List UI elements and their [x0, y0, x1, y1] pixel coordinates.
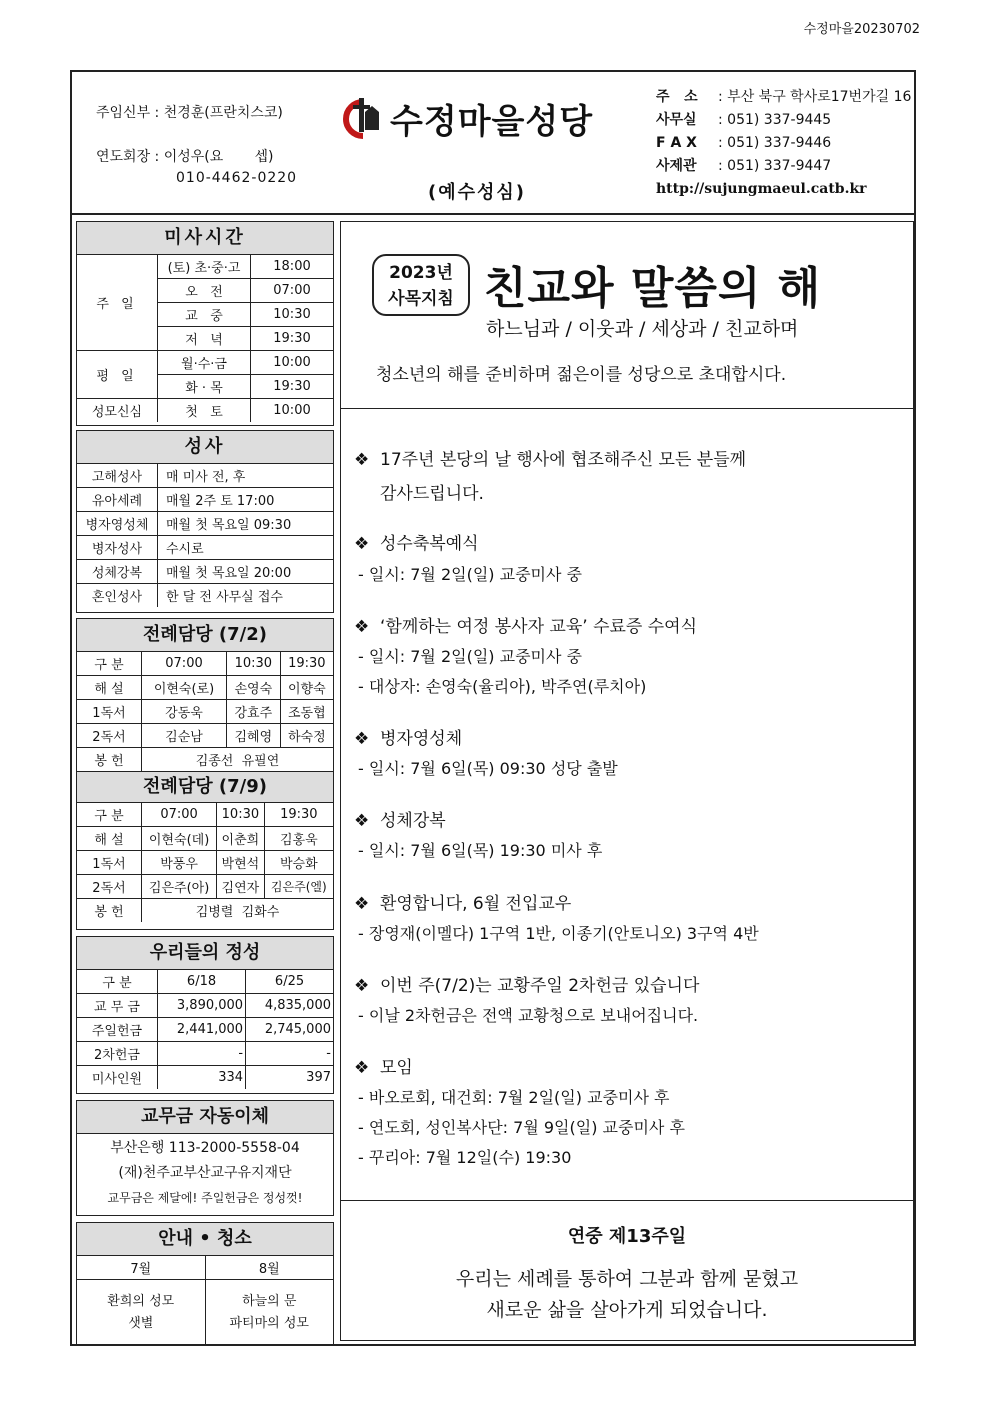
notice-line: - 연도회, 성인복사단: 7월 9일(일) 교중미사 후 — [358, 1118, 685, 1137]
mass-times-table — [77, 255, 333, 422]
address-label: 주 소 — [656, 89, 698, 105]
sacrament-name: 성체강복 — [77, 560, 158, 584]
liturgy-cell: 김은주(아) — [142, 875, 217, 899]
notice-line: - 대상자: 손영숙(율리아), 박주연(루치아) — [358, 677, 647, 696]
theme-divider — [340, 408, 914, 409]
liturgy-cell: 김연자 — [217, 875, 264, 899]
notice-line: - 일시: 7월 2일(일) 교중미사 중 — [358, 647, 582, 666]
liturgy-role: 해 설 — [77, 676, 142, 700]
offering-amount: 334 — [158, 1066, 246, 1090]
liturgy-cell: 이향숙 — [280, 676, 333, 700]
liturgy-cell: 하숙정 — [280, 724, 333, 748]
liturgy-col-header: 19:30 — [280, 652, 333, 676]
sunday-title: 연중 제13주일 — [567, 1226, 687, 1247]
liturgy-role: 봉 헌 — [77, 748, 142, 772]
mass-day: 교 중 — [158, 303, 251, 327]
fax-label: F A X — [656, 135, 697, 151]
liturgy-col-header: 07:00 — [142, 652, 227, 676]
rectory-value: : 051) 337-9447 — [718, 158, 832, 174]
mass-time: 18:00 — [251, 255, 334, 279]
liturgy-title-1: 전례담당 (7/2) — [77, 619, 333, 652]
year-theme-subtitle: 하느님과 / 이웃과 / 세상과 / 친교하며 — [486, 318, 799, 340]
rectory-row — [656, 155, 911, 178]
weekday-label: 평 일 — [77, 351, 158, 399]
mass-time: 19:30 — [251, 327, 334, 351]
offering-type: 미사인원 — [77, 1066, 158, 1090]
notice-line: - 바오로회, 대건회: 7월 2일(일) 교중미사 후 — [358, 1088, 670, 1107]
liturgy-col-header: 19:30 — [264, 803, 333, 827]
liturgy-cell: 이현숙(데) — [142, 827, 217, 851]
diamond-bullet-icon: ❖ — [354, 729, 370, 749]
sacrament-info: 수시로 — [158, 536, 334, 560]
address-value: : 부산 북구 학사로17번가길 16 — [718, 89, 912, 105]
offering-names: 김종선 유필연 — [142, 748, 334, 772]
sacrament-info: 매월 2주 토 17:00 — [158, 488, 334, 512]
offering-type: 2차헌금 — [77, 1042, 158, 1066]
sacraments-box — [76, 430, 334, 613]
notice-title — [354, 806, 446, 831]
cleaning-groups-august — [205, 1280, 333, 1347]
mass-day: 오 전 — [158, 279, 251, 303]
sacrament-info: 매월 첫 목요일 09:30 — [158, 512, 334, 536]
notice-title — [354, 971, 699, 996]
diamond-bullet-icon: ❖ — [354, 1058, 370, 1078]
patron-title: (예수성심) — [428, 182, 527, 203]
liturgy-table-2 — [77, 803, 333, 922]
notice-line: - 장영재(이멜다) 1구역 1반, 이종기(안토니오) 3구역 4반 — [358, 924, 759, 943]
diamond-bullet-icon: ❖ — [354, 811, 370, 831]
notice-title-text: 모임 — [380, 1058, 413, 1078]
cleaning-box — [76, 1222, 334, 1346]
pastor-label: 주임신부 — [96, 105, 151, 121]
notice-title-text: ‘함께하는 여정 봉사자 교육’ 수료증 수여식 — [380, 617, 698, 637]
cleaning-month: 7월 — [77, 1256, 205, 1280]
liturgy-col-header: 10:30 — [227, 652, 281, 676]
rectory-label: 사제관 — [656, 158, 697, 174]
liturgy-col-header: 10:30 — [217, 803, 264, 827]
diamond-bullet-icon: ❖ — [354, 976, 370, 996]
sacraments-title: 성사 — [77, 431, 333, 464]
notice-title — [354, 724, 462, 749]
year-theme-title: 친교와 말씀의 해 — [484, 263, 822, 314]
mary-devotion-label: 성모신심 — [77, 399, 158, 423]
sacrament-info: 한 달 전 사무실 접수 — [158, 584, 334, 608]
cleaning-title: 안내 • 청소 — [77, 1223, 333, 1256]
notice-line: - 이날 2차헌금은 전액 교황청으로 보내어집니다. — [358, 1006, 699, 1025]
offering-amount: 3,890,000 — [158, 994, 246, 1018]
notice-line: - 일시: 7월 6일(목) 19:30 미사 후 — [358, 841, 603, 860]
offering-col-header: 6/18 — [158, 970, 246, 994]
sacrament-name: 혼인성사 — [77, 584, 158, 608]
address-row — [656, 86, 911, 109]
mass-time: 19:30 — [251, 375, 334, 399]
cleaning-group: 파티마의 성모 — [229, 1316, 309, 1331]
liturgy-cell: 박풍우 — [142, 851, 217, 875]
liturgy-role: 2독서 — [77, 875, 142, 899]
offering-amount: 4,835,000 — [246, 994, 333, 1018]
liturgy-role: 1독서 — [77, 700, 142, 724]
notice-title-text: 성체강복 — [380, 811, 446, 831]
sacraments-table — [77, 464, 333, 607]
sunday-verse-line: 새로운 삶을 살아가게 되었습니다. — [486, 1299, 768, 1321]
cleaning-table — [77, 1256, 333, 1346]
mass-time: 10:30 — [251, 303, 334, 327]
liturgy-role: 2독서 — [77, 724, 142, 748]
website-link[interactable]: http://sujungmaeul.catb.kr — [656, 181, 867, 197]
diamond-bullet-icon: ❖ — [354, 534, 370, 554]
bank-account: 부산은행 113-2000-5558-04 — [110, 1140, 300, 1156]
notice-title-continued: 감사드립니다. — [380, 484, 484, 504]
parish-title: 수정마을성당 — [390, 102, 594, 142]
document-id: 수정마을20230702 — [803, 22, 920, 37]
youth-message: 청소년의 해를 준비하며 젊은이를 성당으로 초대합시다. — [376, 365, 787, 385]
cleaning-group: 하늘의 문 — [242, 1294, 297, 1309]
notice-title-text: 병자영성체 — [380, 729, 463, 749]
liturgy-title-2: 전례담당 (7/9) — [77, 771, 333, 803]
liturgy-col-header: 07:00 — [142, 803, 217, 827]
badge-year: 2023년 — [389, 263, 453, 283]
mass-time: 07:00 — [251, 279, 334, 303]
diamond-bullet-icon: ❖ — [354, 894, 370, 914]
liturgy-cell: 강효주 — [227, 700, 281, 724]
liturgy-box — [76, 618, 334, 930]
liturgy-cell: 이현숙(로) — [142, 676, 227, 700]
badge-label: 사목지침 — [388, 289, 454, 309]
liturgy-role: 봉 헌 — [77, 899, 142, 923]
notice-line: - 일시: 7월 2일(일) 교중미사 중 — [358, 565, 582, 584]
autopay-box — [76, 1100, 334, 1216]
liturgy-cell: 조동협 — [280, 700, 333, 724]
diamond-bullet-icon: ❖ — [354, 450, 370, 470]
liturgy-cell: 손영숙 — [227, 676, 281, 700]
cleaning-month: 8월 — [205, 1256, 333, 1280]
offering-amount: - — [158, 1042, 246, 1066]
notice-title-text: 성수축복예식 — [380, 534, 479, 554]
autopay-note: 교무금은 제달에! 주일헌금은 정성껏! — [107, 1191, 303, 1205]
mass-day: (토) 초·중·고 — [158, 255, 251, 279]
autopay-title: 교무금 자동이체 — [77, 1101, 333, 1134]
liturgy-col-header: 구 분 — [77, 803, 142, 827]
liturgy-table-1 — [77, 652, 333, 771]
mass-times-box — [76, 221, 334, 426]
header-divider — [72, 213, 914, 215]
notice-title-text: 이번 주(7/2)는 교황주일 2차헌금 있습니다 — [380, 976, 700, 996]
mass-time: 10:00 — [251, 399, 334, 423]
offering-type: 주일헌금 — [77, 1018, 158, 1042]
notice-title-text: 환영합니다, 6월 전입교우 — [380, 894, 572, 914]
main-content-box — [340, 221, 914, 1341]
cleaning-group: 샛별 — [128, 1316, 154, 1331]
notice-title — [354, 612, 697, 637]
contact-block — [656, 86, 911, 201]
sacrament-name: 유아세례 — [77, 488, 158, 512]
sacrament-name: 병자성사 — [77, 536, 158, 560]
notice-title — [354, 889, 571, 914]
office-row — [656, 109, 911, 132]
liturgy-cell: 김홍욱 — [264, 827, 333, 851]
sacrament-info: 매 미사 전, 후 — [158, 464, 334, 488]
liturgy-cell: 김은주(엘) — [264, 875, 333, 899]
sacrament-info: 매월 첫 목요일 20:00 — [158, 560, 334, 584]
liturgy-cell: 강동욱 — [142, 700, 227, 724]
notice-line: - 꾸리아: 7월 12일(수) 19:30 — [358, 1148, 572, 1167]
pastor-name: 천경훈(프란치스코) — [163, 105, 283, 121]
offering-col-header: 구 분 — [77, 970, 158, 994]
liturgy-cell: 박현석 — [217, 851, 264, 875]
mass-time: 10:00 — [251, 351, 334, 375]
notice-title — [354, 1053, 413, 1078]
offering-amount: 2,441,000 — [158, 1018, 246, 1042]
diamond-bullet-icon: ❖ — [354, 617, 370, 637]
fax-row — [656, 132, 911, 155]
account-holder: (재)천주교부산교구유지재단 — [118, 1165, 292, 1181]
offering-amount: - — [246, 1042, 333, 1066]
pastoral-guideline-badge — [372, 254, 470, 316]
mass-times-title: 미사시간 — [77, 222, 333, 255]
liturgy-cell: 이춘희 — [217, 827, 264, 851]
fax-value: : 051) 337-9446 — [718, 135, 832, 151]
offering-type: 교 무 금 — [77, 994, 158, 1018]
office-label: 사무실 — [656, 112, 697, 128]
sacrament-name: 병자영성체 — [77, 512, 158, 536]
liturgy-cell: 김혜영 — [227, 724, 281, 748]
liturgy-col-header: 구 분 — [77, 652, 142, 676]
sunday-verse-line: 우리는 세례를 통하여 그분과 함께 묻혔고 — [455, 1268, 799, 1290]
offerings-table — [77, 970, 333, 1089]
council-name: 이성우(요 셉) — [163, 149, 274, 165]
notice-title — [354, 529, 479, 554]
pastor-line: 주임신부 : 천경훈(프란치스코) — [96, 105, 283, 121]
cleaning-group: 환희의 성모 — [107, 1294, 175, 1309]
sunday-verse — [340, 1264, 914, 1326]
offering-amount: 2,745,000 — [246, 1018, 333, 1042]
mass-day: 월·수·금 — [158, 351, 251, 375]
parish-logo-icon — [343, 96, 385, 142]
liturgy-role: 해 설 — [77, 827, 142, 851]
mass-day: 화 · 목 — [158, 375, 251, 399]
offering-col-header: 6/25 — [246, 970, 333, 994]
council-line: 연도회장 : 이성우(요 셉) — [96, 149, 274, 165]
mass-day: 첫 토 — [158, 399, 251, 423]
sunday-label: 주 일 — [77, 255, 158, 351]
notice-title — [354, 445, 746, 470]
notice-title-text: 17주년 본당의 날 행사에 협조해주신 모든 분들께 — [380, 450, 747, 470]
offering-names: 김병렬 김화수 — [142, 899, 334, 923]
liturgy-role: 1독서 — [77, 851, 142, 875]
offerings-title: 우리들의 정성 — [77, 937, 333, 970]
offerings-box — [76, 936, 334, 1094]
sunday-divider — [340, 1200, 914, 1201]
notice-line: - 일시: 7월 6일(목) 09:30 성당 출발 — [358, 759, 618, 778]
cleaning-groups-july — [77, 1280, 205, 1347]
liturgy-cell: 박승화 — [264, 851, 333, 875]
council-label: 연도회장 — [96, 149, 151, 165]
sacrament-name: 고해성사 — [77, 464, 158, 488]
liturgy-cell: 김순남 — [142, 724, 227, 748]
offering-amount: 397 — [246, 1066, 333, 1090]
office-value: : 051) 337-9445 — [718, 112, 832, 128]
mass-day: 저 녁 — [158, 327, 251, 351]
council-phone: 010-4462-0220 — [176, 170, 298, 186]
